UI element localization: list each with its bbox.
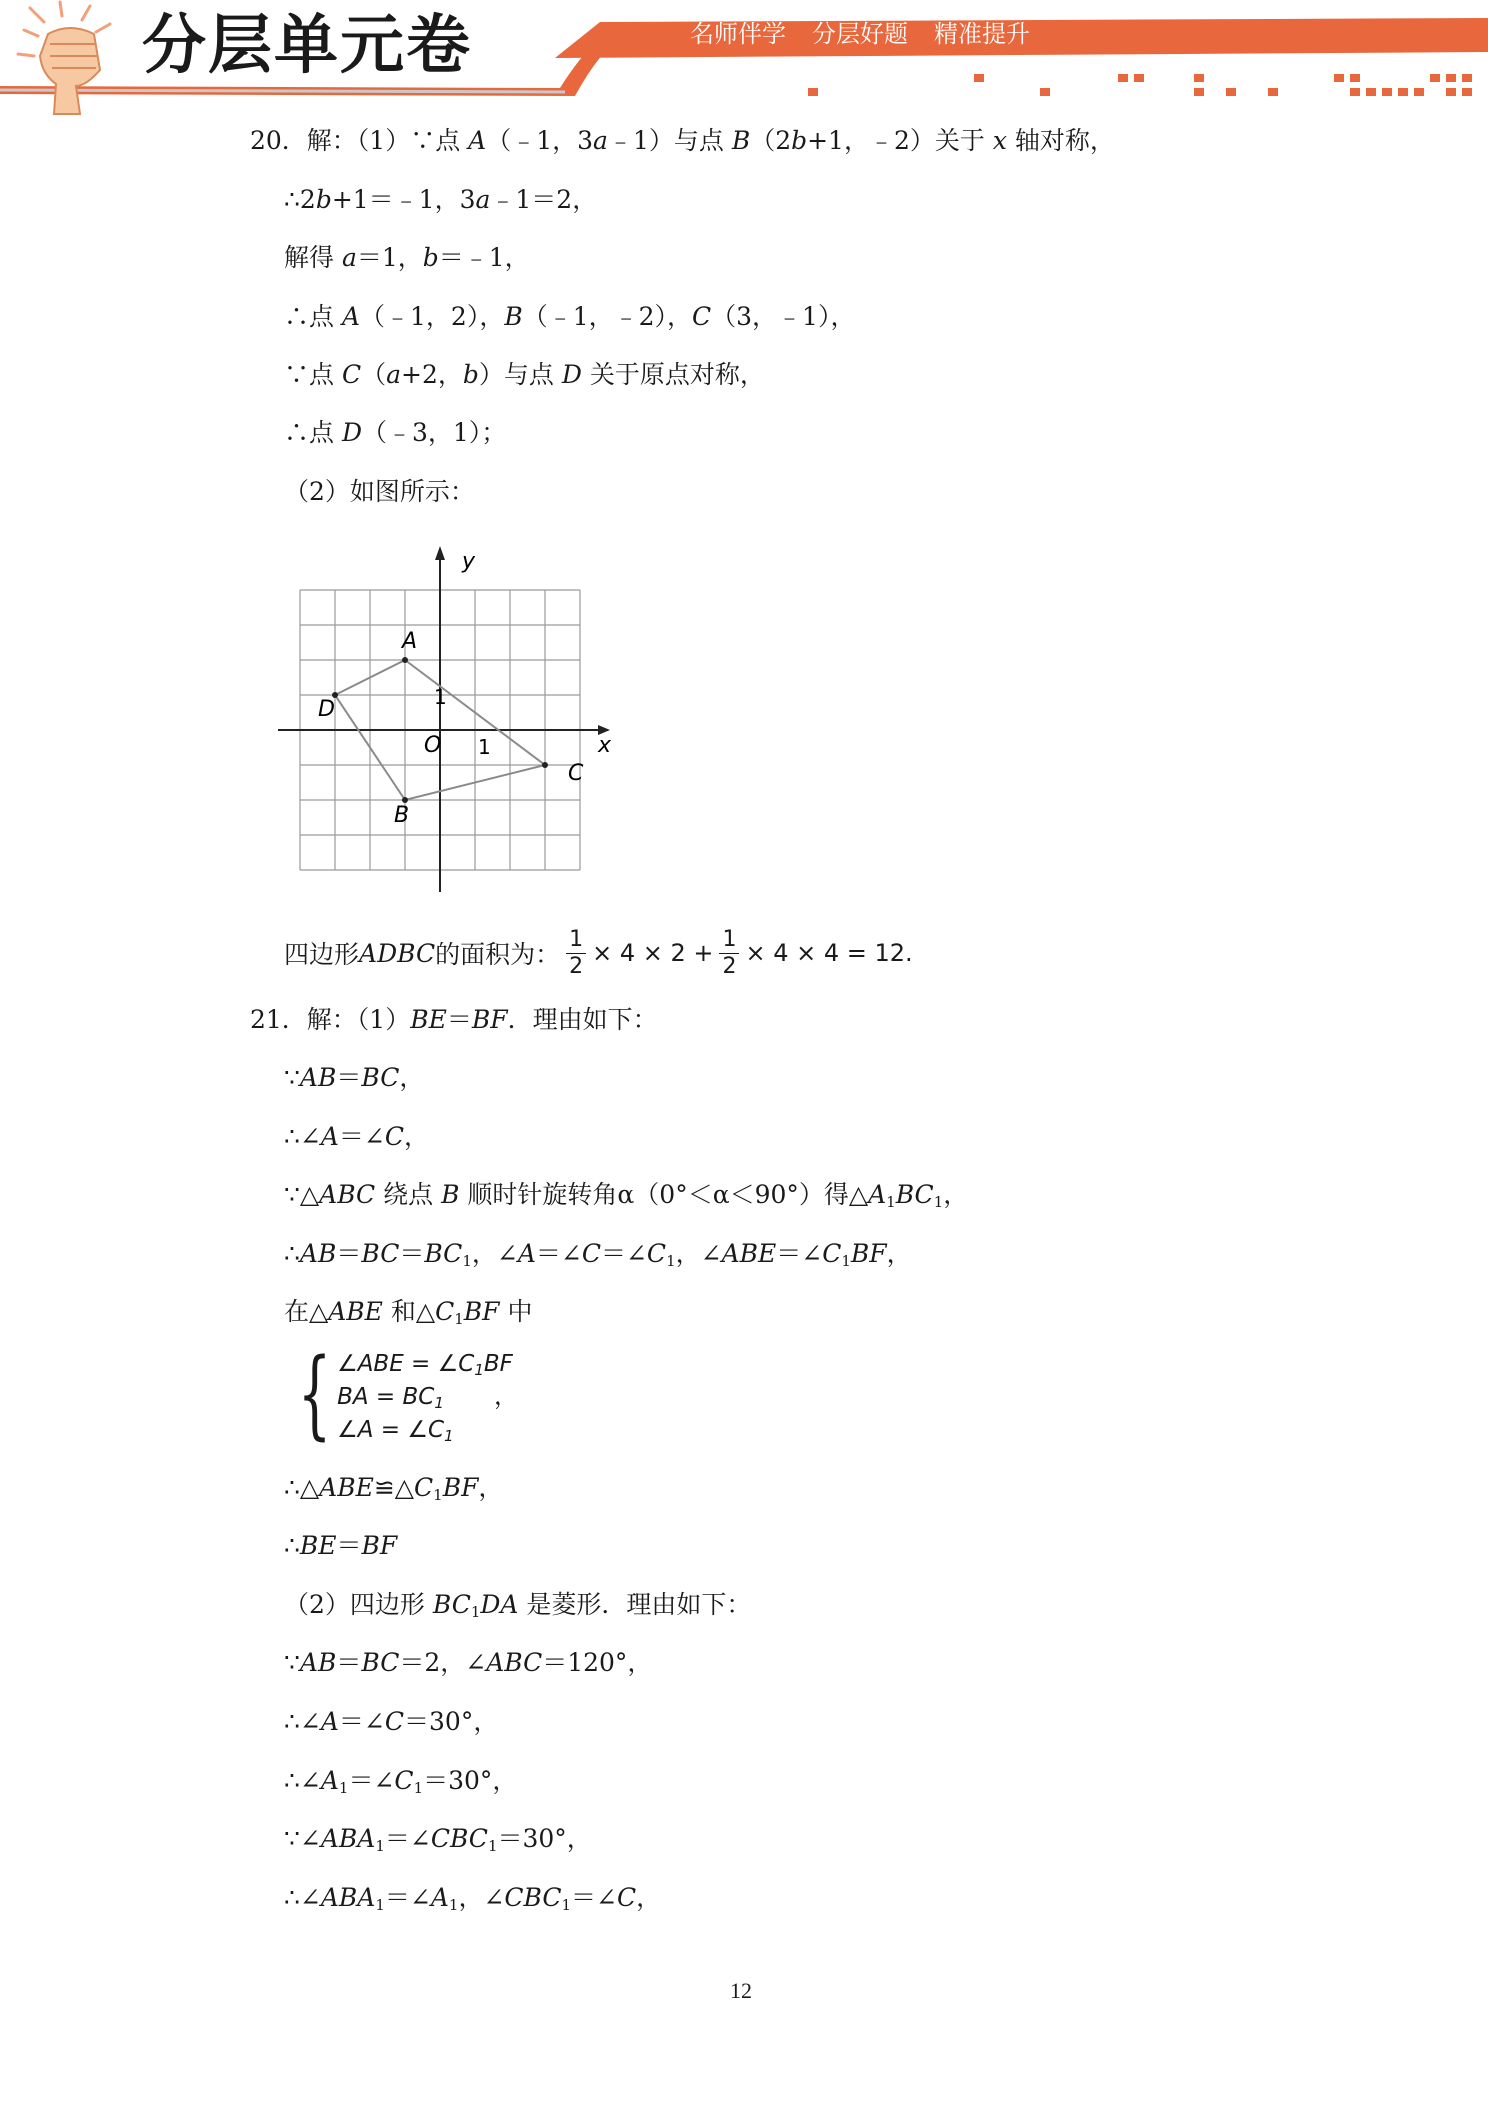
condition-3: ∠A = $\angle C_1$ bbox=[337, 1417, 454, 1445]
condition-rows bbox=[337, 1348, 513, 1452]
brace-comma: ， bbox=[494, 1382, 518, 1410]
q21-line-7: $\therefore\triangle ABE≌\triangle C_1BF$， bbox=[284, 1473, 504, 1504]
label-origin: O bbox=[424, 733, 442, 758]
q20-line-1: 20．解：（1）∵点 A（﹣1，3a﹣1）与点 B（2b+1，﹣2）关于 x 轴对称， bbox=[250, 126, 1115, 155]
slogan-2: 分层好题 bbox=[812, 20, 908, 48]
raised-fist-icon bbox=[10, 0, 130, 118]
label-one-y: 1 bbox=[434, 685, 447, 709]
q21-line-6: 在△ABE 和$\triangle C_1BF$ 中 bbox=[284, 1297, 533, 1328]
label-y: y bbox=[462, 549, 476, 574]
point-A bbox=[402, 657, 408, 663]
brand-title: 分层单元卷 bbox=[142, 9, 472, 83]
q21-line-5: $\therefore AB=BC=BC_1$，$\angle A=\angle C=\angle C_1$，$\angle ABE=\angle C_1BF$， bbox=[284, 1239, 912, 1270]
q20-line-3: 解得 a＝1，b＝﹣1， bbox=[284, 243, 530, 272]
condition-2: BA = $BC_1$ bbox=[337, 1384, 444, 1412]
q20-line-6: ∴点 D（﹣3，1）； bbox=[284, 418, 507, 447]
q21-line-14: $\therefore\angle ABA_1=\angle A_1$，$\angle CBC_1=\angle C$， bbox=[284, 1883, 662, 1914]
q21-line-4: ∵△ABC 绕点 B 顺时针旋转角α（0°＜α＜90°）得$\triangle A_1BC_1$， bbox=[284, 1180, 969, 1211]
q20-line-4: ∴点 A（﹣1，2），B（﹣1，﹣2），C（3，﹣1）， bbox=[284, 302, 856, 331]
q21-line-12: $\therefore\angle A_1=\angle C_1=30^\circ$， bbox=[284, 1766, 518, 1797]
q21-line-13: $\because\angle ABA_1=\angle CBC_1=30^\circ$， bbox=[284, 1824, 592, 1855]
figure-labels bbox=[318, 549, 612, 828]
label-B: B bbox=[394, 803, 410, 828]
label-A: A bbox=[402, 629, 418, 654]
y-axis-arrow bbox=[435, 546, 445, 560]
fraction-half-1: $\frac{1}{2}$ bbox=[566, 927, 586, 980]
page-header bbox=[0, 0, 1488, 120]
fraction-half-2: $\frac{1}{2}$ bbox=[719, 927, 739, 980]
slogan-1: 名师伴学 bbox=[690, 20, 786, 48]
condition-1: ∠ABE = $\angle C_1BF$ bbox=[337, 1351, 513, 1379]
area-formula: 四边形 ADBC 的面积为： $\frac{1}{2}$ × 4 × 2 + $\frac{1}{2}$ × 4 × 4 = 12. bbox=[284, 926, 913, 979]
congruence-conditions bbox=[284, 1338, 518, 1452]
q21-line-2: ∵AB＝BC， bbox=[284, 1063, 425, 1092]
q21-line-9: （2）四边形 $BC_1DA$ 是菱形．理由如下： bbox=[284, 1590, 752, 1621]
label-C: C bbox=[568, 761, 584, 786]
left-brace: { bbox=[297, 1338, 332, 1450]
page-number: 12 bbox=[730, 1978, 752, 2003]
q20-line-2: ∴2b+1＝﹣1，3a﹣1＝2， bbox=[284, 185, 598, 214]
slogan-3: 精准提升 bbox=[934, 20, 1030, 48]
label-x: x bbox=[598, 733, 612, 758]
label-one-x: 1 bbox=[478, 735, 491, 759]
point-C bbox=[542, 762, 548, 768]
q21-line-3: ∴∠A＝∠C， bbox=[284, 1122, 430, 1151]
header-slogan bbox=[690, 18, 1056, 50]
label-D: D bbox=[318, 697, 335, 722]
coordinate-figure bbox=[278, 540, 638, 900]
q20-line-5: ∵点 C（a+2，b）与点 D 关于原点对称， bbox=[284, 360, 765, 389]
q21-line-8: ∴BE＝BF bbox=[284, 1531, 398, 1560]
q21-line-1: 21．解：（1）BE＝BF．理由如下： bbox=[250, 1005, 658, 1034]
q20-line-7: （2）如图所示： bbox=[284, 477, 475, 506]
q21-line-10: ∵AB＝BC＝2，∠ABC＝120°， bbox=[284, 1648, 653, 1677]
q21-line-11: ∴∠A＝∠C＝30°， bbox=[284, 1707, 499, 1736]
